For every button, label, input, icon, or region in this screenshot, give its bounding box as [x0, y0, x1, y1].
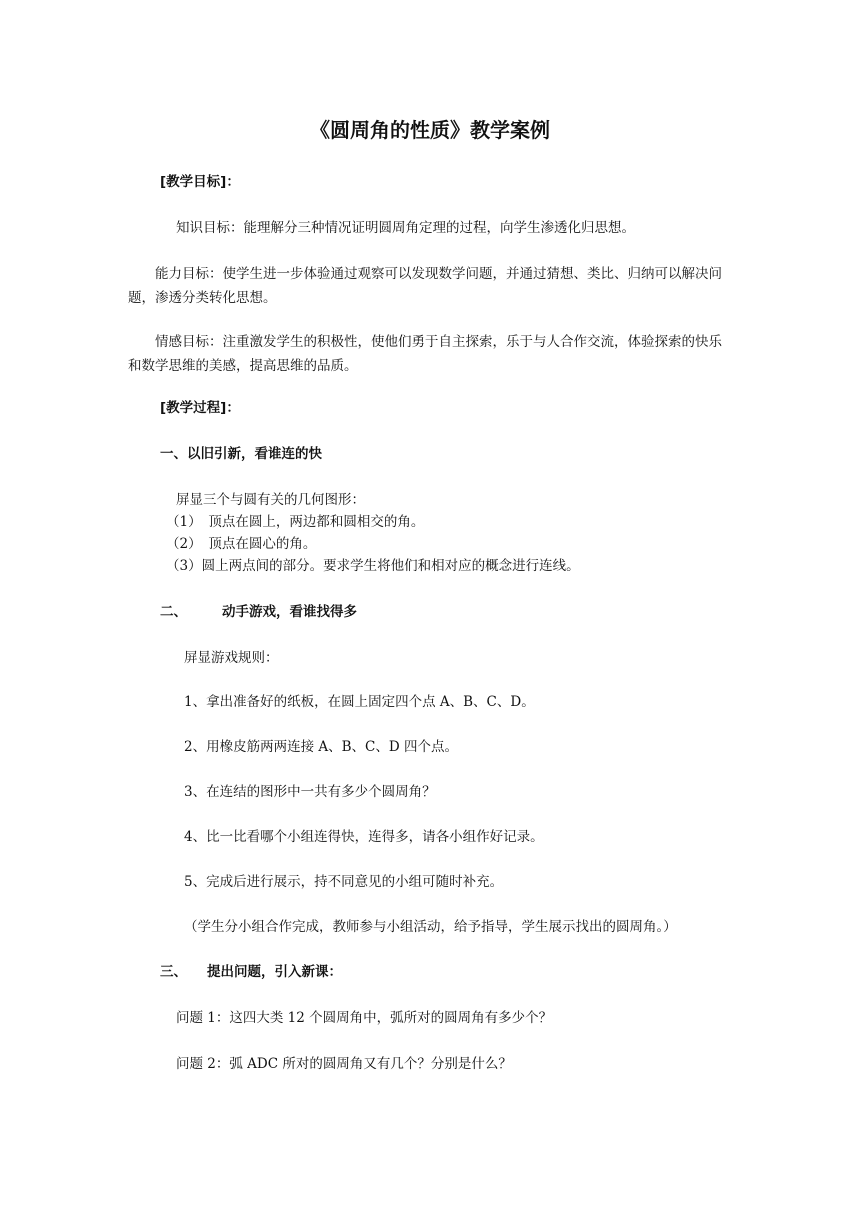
document-title: 《圆周角的性质》教学案例	[310, 118, 550, 142]
section-2-number: 二、	[160, 604, 187, 620]
rule-item: 4、比一比看哪个小组连得快，连得多，请各小组作好记录。	[184, 829, 544, 845]
process-heading: [教学过程]：	[160, 400, 240, 416]
section-1-title: 一、以旧引新，看谁连的快	[160, 446, 322, 462]
question-1: 问题 1：这四大类 12 个圆周角中，弧所对的圆周角有多少个？	[176, 1010, 553, 1026]
emotion-objective: 情感目标：注重激发学生的积极性，使他们勇于自主探索，乐于与人合作交流，体验探索的快乐和数学思维的美感，提高思维的品质。	[128, 334, 722, 374]
section-1-intro: 屏显三个与圆有关的几何图形：	[176, 492, 365, 508]
ability-objective: 能力目标：使学生进一步体验通过观察可以发现数学问题，并通过猜想、类比、归纳可以解决问题，渗透分类转化思想。	[128, 266, 722, 306]
rule-item: 1、拿出准备好的纸板，在圆上固定四个点 A、B、C、D。	[184, 694, 535, 710]
section-3-number: 三、	[160, 964, 187, 980]
rule-item: 3、在连结的图形中一共有多少个圆周角？	[184, 784, 436, 800]
knowledge-objective: 知识目标：能理解分三种情况证明圆周角定理的过程，向学生渗透化归思想。	[176, 220, 635, 236]
objectives-heading: [教学目标]：	[160, 174, 240, 190]
list-item: （1） 顶点在圆上，两边都和圆相交的角。	[166, 514, 425, 530]
list-item: （3）圆上两点间的部分。要求学生将他们和相对应的概念进行连线。	[166, 558, 580, 574]
rule-item: 2、用橡皮筋两两连接 A、B、C、D 四个点。	[184, 739, 458, 755]
section-2-intro: 屏显游戏规则：	[184, 650, 279, 666]
section-2-title: 动手游戏，看谁找得多	[222, 604, 357, 620]
list-item: （2） 顶点在圆心的角。	[166, 536, 317, 552]
section-2-note: （学生分小组合作完成，教师参与小组活动，给予指导，学生展示找出的圆周角。）	[184, 919, 677, 935]
section-3-title: 提出问题，引入新课：	[207, 964, 342, 980]
question-2: 问题 2：弧 ADC 所对的圆周角又有几个？分别是什么？	[176, 1056, 512, 1072]
rule-item: 5、完成后进行展示，持不同意见的小组可随时补充。	[184, 874, 504, 890]
